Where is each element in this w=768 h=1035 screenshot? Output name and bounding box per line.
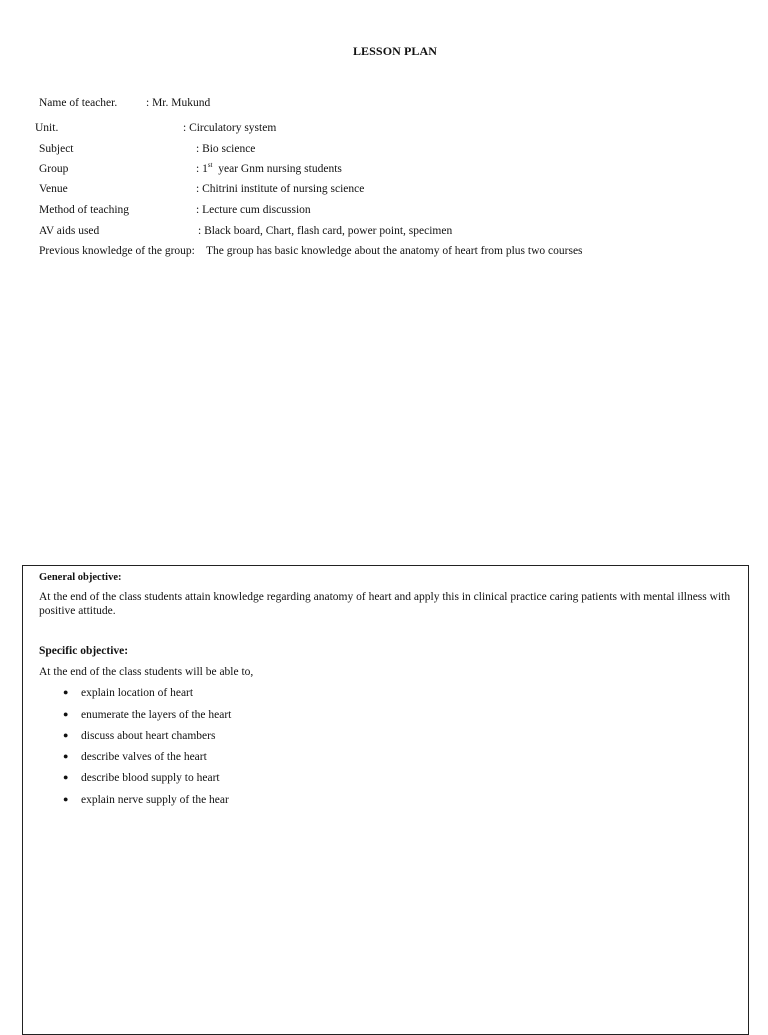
info-label-venue: Venue [39,183,68,195]
group-year-number: : 1 [196,163,208,175]
objective-text: describe blood supply to heart [81,772,220,784]
specific-objective-intro: At the end of the class students will be able to, [39,666,254,678]
info-value-method: : Lecture cum discussion [196,204,311,216]
objective-text: enumerate the layers of the heart [81,709,232,721]
info-label-group: Group [39,163,69,175]
bullet-icon: ● [63,730,69,740]
general-objective-text: At the end of the class students attain knowledge regarding anatomy of heart and apply this in clinical practice caring patients with mental illness with positive attitude. [39,591,731,617]
info-label-method: Method of teaching [39,204,130,216]
info-value-av-aids: : Black board, Chart, flash card, power point, specimen [198,225,453,237]
objective-item [63,687,193,699]
info-label-subject: Subject [39,143,74,155]
info-label-teacher: Name of teacher. [39,97,118,109]
objective-text: explain nerve supply of the hear [81,794,229,806]
info-value-venue: : Chitrini institute of nursing science [196,183,365,195]
objective-item [63,772,220,784]
info-value-group [196,162,342,176]
info-label-previous-knowledge: Previous knowledge of the group: [39,245,195,257]
group-year-text: year Gnm nursing students [212,163,342,175]
objective-item [63,751,207,763]
info-value-subject: : Bio science [196,143,256,155]
general-objective-heading: General objective: [39,572,122,583]
info-value-previous-knowledge: The group has basic knowledge about the anatomy of heart from plus two courses [206,245,583,257]
bullet-icon: ● [63,794,69,804]
document-title: LESSON PLAN [352,44,438,58]
objective-item [63,794,229,806]
specific-objective-heading: Specific objective: [39,645,129,657]
info-value-unit: : Circulatory system [183,122,277,134]
objective-item [63,730,215,742]
bullet-icon: ● [63,687,69,697]
objective-text: describe valves of the heart [81,751,207,763]
bullet-icon: ● [63,751,69,761]
objective-item [63,709,231,721]
objectives-box [22,565,749,1035]
info-label-av-aids: AV aids used [39,225,100,237]
objective-text: explain location of heart [81,687,194,699]
info-label-unit: Unit. [35,122,59,134]
bullet-icon: ● [63,772,69,782]
info-value-teacher: : Mr. Mukund [146,97,211,109]
group-year-ordinal: st [207,161,213,170]
bullet-icon: ● [63,709,69,719]
objective-text: discuss about heart chambers [81,730,216,742]
